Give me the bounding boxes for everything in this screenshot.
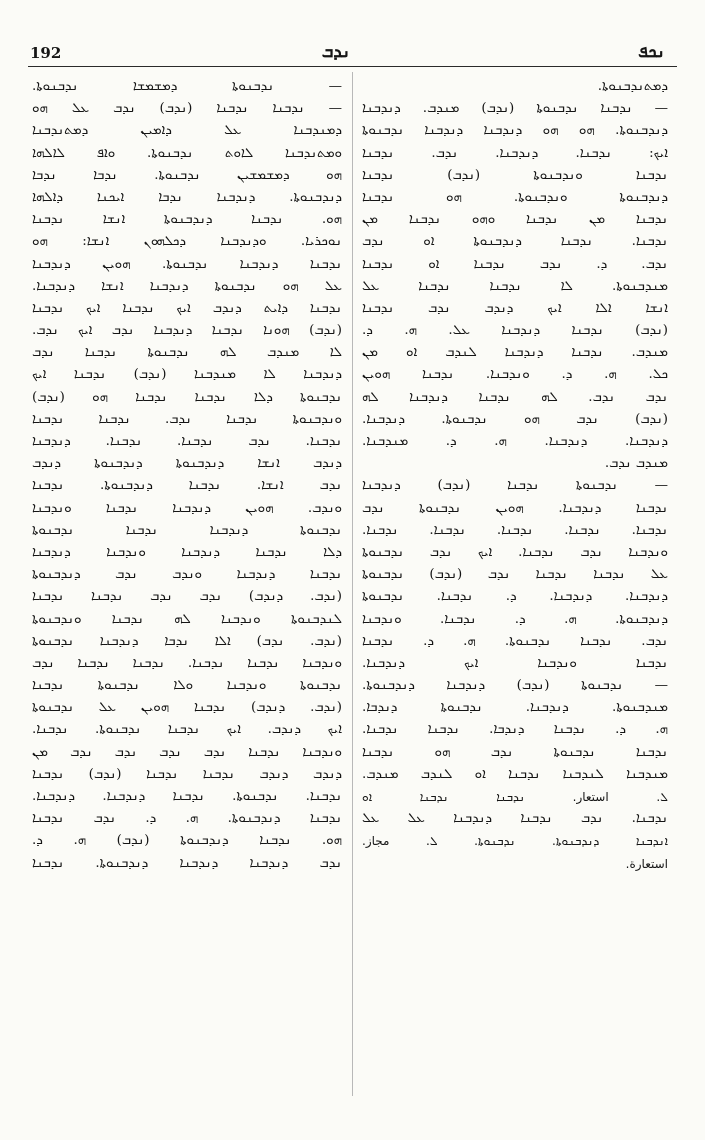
- text-line: ܘܢܕܒ. ܗܘܝܢ ܕܢܕܒܢܐ ܢܕܒܢܐ ܘܢܕܒܢܐ: [32, 500, 342, 516]
- text-line: ܢܕܒܢܐ. ܢܕܒܢܘܬܐ. ܢܕܒܢܐ ܕܢܕܒܢܐ. ܕܢܕܒܢܐ.: [32, 789, 342, 804]
- text-line: ܢܕܒ. ܕ. ܢܕܒ ܢܕܒܢܐ ܐܘ ܢܕܒܢܐ: [362, 256, 668, 272]
- text-line: (ܢܕܒ. ܢܕܒ) ܐܠܐ ܢܕܒܐ ܕܢܕܒܢܐ ܢܕܒܢܘܬܐ: [32, 633, 342, 649]
- text-line: ܥܠ ܗܘ ܢܕܒܢܘܬܐ ܕܢܕܒܢܐ ܐܢܫܐ ܕܢܕܒܢܐ.: [32, 278, 342, 294]
- text-line: ܢܕܒ ܢܕܒ. ܠܗ ܢܕܒܢܐ ܕܢܕܒܢܐ ܠܗ: [362, 389, 668, 405]
- text-line: ܟܠ. ܗ. ܕ. ܘܢܕܒܢܐ. ܢܕܒܢܐ ܗܘܝܢ: [362, 367, 668, 383]
- text-line: ܢܕܒ ܕܢܕܒܢܐ ܕܢܕܒܢܐ ܕܢܕܒܢܘܬܐ. ܢܕܒܢܐ: [32, 855, 342, 871]
- text-line: ܡܢܕܒܢܘܬܐ. ܠܐ ܢܕܒܢܐ ܢܕܒܢܐ ܥܠ: [362, 278, 668, 294]
- text-line: — ܢܕܒܢܘܬܐ ܕܡܫܡܫܐ ܢܕܒܢܘܬܐ.: [32, 79, 342, 94]
- text-line: ܘܢܕܒܢܐ ܢܕܒ ܢܕܒܢܐ. ܐܝܟ ܢܕܒ ܢܕܒܢܘܬܐ: [362, 544, 668, 560]
- text-line: ܕܢܕܒܢܘܬܐ. ܗ. ܕ. ܢܕܒܢܐ. ܘܢܕܒܢܐ: [362, 611, 668, 627]
- text-line: ܕܢܕܒܢܘܬܐ ܘܢܕܒܢܘܬܐ. ܗܘ ܢܕܒܢܐ: [362, 189, 668, 205]
- text-line: ܗܘ ܕܡܫܡܫܝܢ ܢܕܒܢܘܬܐ. ܢܕܒܐ ܢܕܒܐ: [32, 167, 342, 183]
- text-line: ܐܢܫܐ ܐܠܐ ܐܝܟ ܕܢܕܒ ܢܕܒ ܢܕܒܢܐ: [362, 300, 668, 316]
- text-line: ܢܕܒܢܘܬܐ ܕܠܐ ܢܕܒܢܐ ܢܕܒܢܐ ܗܘ (ܢܕܒ): [32, 389, 342, 405]
- text-line: ܘܢܕܒܢܐ ܢܕܒܢܐ ܢܕܒ ܢܕܒ ܢܕܒ ܢܕܒ ܡܢ: [32, 744, 342, 760]
- text-line: ܢܕܒ ܐܢܫܐ. ܢܕܒܢܐ ܕܢܕܒܢܘܬܐ. ܢܕܒܢܐ: [32, 478, 342, 494]
- text-line: ܗܘ. ܢܕܒܢܐ ܕܢܕܒܢܘܬܐ (ܢܕܒ) ܗ. ܕ.: [32, 833, 342, 849]
- text-line: ܕܡܬܢܕܒܢܘܬܐ.: [597, 79, 668, 94]
- text-line: استعارة.: [625, 856, 668, 871]
- text-line: ܕܢܕܒܢܐ. ܕܢܕܒܢܐ. ܕ. ܢܕܒܢܐ. ܢܕܒܢܘܬܐ: [362, 589, 668, 605]
- text-line: ܕܢܕܒܢܐ ܠܐ ܡܢܕܒܢܐ (ܢܕܒ) ܢܕܒܢܐ ܐܝܟ: [32, 367, 342, 383]
- text-line: ܢܕܒܢܐ. ܢܕܒ ܢܕܒܢܐ ܕܢܕܒܢܐ ܥܠ ܥܠ: [362, 811, 668, 827]
- text-line: ܢܕܒܢܘܬܐ ܘܢܕܒܢܐ ܘܠܐ ܢܕܒܢܘܬܐ ܢܕܒܢܐ: [32, 678, 342, 694]
- text-line: ܕܠܐ ܢܕܒܢܐ ܕܢܕܒܢܐ ܘܢܕܒܢܐ ܕܢܕܒܢܐ: [32, 544, 342, 560]
- text-line: ܗ. ܕ. ܢܕܒܢܐ ܕܢܕܒܐ. ܢܕܒܢܐ ܢܕܒܢܐ.: [362, 722, 668, 738]
- text-line: ܢܕܒܢܐ ܢܕܒܢܘܬܐ ܢܕܒ ܗܘ ܢܕܒܢܐ: [362, 744, 668, 760]
- text-line: ܠ. استعار. ܢܕܒܢܐ ܢܕܒܢܐ ܐܘ: [362, 790, 668, 804]
- text-line: ܡܢܕܒܢܐ ܠܢܕܒܢܐ ܢܕܒܢܐ ܐܘ ܠܢܕܒ ܡܢܕܒ.: [362, 766, 668, 782]
- text-line: ܘܢܕܒܢܘܬܐ ܢܕܒܢܐ ܢܕܒ. ܢܕܒܢܐ ܢܕܒܢܐ: [32, 411, 342, 427]
- text-line: ܢܘܟܪܝܐ. ܘܕܢܕܒܢܐ ܕܟܠܗܘܢ ܐܢܫܐ: ܗܘ: [32, 234, 342, 250]
- text-line: ܘܢܕܒܢܐ ܢܕܒܢܐ ܢܕܒܢܐ. ܢܕܒܢܐ ܢܕܒܢܐ ܢܕܒ: [32, 655, 342, 671]
- text-line: — ܢܕܒܢܐ ܢܕܒܢܘܬܐ (ܢܕܒ) ܡܢܕܒ. ܕܢܕܒܢܐ: [362, 101, 668, 117]
- text-line: ܢܕܒܢܐ ܕܢܕܒܢܐ ܢܕܒܢܘܬܐ. ܗܘܝܢ ܕܢܕܒܢܐ: [32, 256, 342, 272]
- text-line: ܐܝܟ: ܢܕܒܢܐ. ܕܢܕܒܢܐ. ܢܕܒ. ܢܕܒܢܐ: [362, 145, 668, 161]
- text-line: ܢܕܒܢܘܬܐ ܕܢܕܒܢܐ ܢܕܒܢܐ ܢܕܒܢܘܬܐ: [32, 522, 342, 538]
- text-line: ܡܢܕܒ. ܢܕܒܢܐ ܕܢܕܒܢܐ ܠܢܕܒ ܐܘ ܡܢ: [362, 345, 668, 361]
- text-line: ܕܢܕܒܢܘܬܐ. ܕܢܕܒܢܐ ܢܕܒܐ ܐܝܟܢܐ ܕܐܠܗܐ: [32, 189, 342, 205]
- text-line: (ܢܕܒ. ܕܢܕܒ) ܢܕܒܢܐ ܗܘܝܢ ܥܠ ܢܕܒܢܘܬܐ: [32, 700, 342, 716]
- text-line: ܢܕܒܢܐ ܕܢܕܒܢܐ. ܗܘܝܢ ܢܕܒܢܘܬܐ ܢܕܒ: [362, 500, 668, 516]
- text-line: ܐܝܟ ܕܢܕܒ. ܐܝܟ ܢܕܒܢܐ ܢܕܒܢܘܬܐ. ܢܕܒܢܐ.: [32, 722, 342, 738]
- header-rule: [28, 66, 677, 67]
- text-line: ܢܕܒܢܐ. ܢܕܒ ܢܕܒܢܐ. ܢܕܒܢܐ. ܕܢܕܒܢܐ: [32, 434, 342, 449]
- text-line: ܢܕܒܢܐ ܕܢܕܒܢܘܬܐ. ܗ. ܕ. ܢܕܒ ܢܕܒܢܐ: [32, 811, 342, 827]
- text-line: (ܢܕܒ) ܢܕܒܢܐ ܕܢܕܒܢܐ ܥܠ. ܗ. ܕ.: [362, 323, 668, 339]
- text-line: — ܢܕܒܢܐ ܢܕܒܢܐ (ܢܕܒ) ܢܕܒ ܥܠ ܗܘ: [32, 101, 342, 117]
- text-line: ܕܢܕܒܢܘܬܐ. ܗܘ ܗܘ ܕܢܕܒܢܐ ܕܢܕܒܢܐ ܢܕܒܢܘܬܐ: [362, 123, 668, 139]
- text-line: ܠܢܕܒܢܘܬܐ ܘܢܕܒܢܐ ܠܗ ܢܕܒܢܐ ܘܢܕܒܢܘܬܐ: [32, 611, 342, 627]
- text-line: — ܢܕܒܢܘܬܐ (ܢܕܒ) ܕܢܕܒܢܐ ܕܢܕܒܢܘܬܐ.: [362, 678, 668, 694]
- text-line: ܕܢܕܒܢܐ. ܕܢܕܒܢܐ. ܗ. ܕ. ܡܢܕܒܢܐ.: [362, 434, 668, 449]
- text-line: ܡܢܕܒܢܘܬܐ. ܕܢܕܒܢܐ. ܢܕܒܢܘܬܐ ܕܢܕܒܐ.: [362, 700, 668, 716]
- left-column: [32, 76, 342, 875]
- running-head-right: ܢܟܦ: [638, 42, 665, 62]
- text-line: ܕܢܕܒ ܐܢܫܐ ܕܢܕܒܢܘܬܐ ܕܢܕܒܢܘܬܐ ܕܢܕܒ: [32, 456, 342, 472]
- text-line: ܢܕܒܢܐ ܘܢܕܒܢܘܬܐ (ܢܕܒ) ܢܕܒܢܐ: [362, 167, 668, 183]
- text-line: (ܢܕܒ) ܢܕܒ ܗܘ ܢܕܒܢܘܬܐ. ܕܢܕܒܢܐ.: [362, 411, 668, 427]
- text-line: ܘܡܬܢܕܒܢܐ ܠܐܘܬ ܢܕܒܢܘܬܐ. ܘܐܦ ܠܐܠܗܐ: [32, 145, 342, 161]
- text-line: ܢܕܒܢܐ ܕܢܕܒܢܐ ܘܢܕܒ ܢܕܒ ܕܢܕܒܢܘܬܐ: [32, 567, 342, 583]
- text-line: ܠܐ ܡܢܕܒ ܠܗ ܢܕܒܢܘܬܐ ܢܕܒܢܐ ܢܕܒ: [32, 345, 342, 361]
- text-line: ܢܕܒܢܐ. ܢܕܒܢܐ ܕܢܕܒܢܘܬܐ ܐܘ ܢܕܒ: [362, 234, 668, 250]
- right-column: [362, 76, 668, 875]
- page-number: 192: [30, 44, 62, 62]
- running-head-center: ܢܕܒ: [321, 42, 351, 62]
- text-line: ܡܢܕܒ ܢܕܒ.: [604, 456, 668, 472]
- text-line: ܕܢܕܒ ܕܢܕܒ ܢܕܒܢܐ ܢܕܒܢܐ (ܢܕܒ) ܢܕܒܢܐ: [32, 766, 342, 782]
- text-line: ܢܕܒܢܐ ܡܢ ܢܕܒܢܐ ܘܗܘ ܢܕܒܢܐ ܡܢ: [362, 212, 668, 228]
- text-line: ܢܕܒ. ܢܕܒܢܐ ܢܕܒܢܘܬܐ. ܗ. ܕ. ܢܕܒܢܐ: [362, 633, 668, 649]
- text-line: ܐܢܕܒܢܐ ܕܢܕܒܢܘܬܐ. ܢܕܒܢܘܬܐ. ܠ. مجاز.: [362, 834, 668, 849]
- text-line: — ܢܕܒܢܘܬܐ ܢܕܒܢܐ (ܢܕܒ) ܕܢܕܒܢܐ: [362, 478, 668, 494]
- text-line: ܗܘ. ܢܕܒܢܐ ܕܢܕܒܢܘܬܐ ܐܢܫܐ ܢܕܒܢܐ: [32, 212, 342, 228]
- column-divider: [352, 72, 353, 1096]
- text-line: ܢܕܒܢܐ ܕܐܝܬ ܕܢܕܒ ܐܝܟ ܢܕܒܢܐ ܐܝܟ ܢܕܒܢܐ: [32, 300, 342, 316]
- text-line: ܕܡܢܕܒܢܐ ܥܠ ܕܐܡܝܢ ܕܡܬܢܕܒܢܐ: [32, 123, 342, 139]
- text-line: ܢܕܒܢܐ ܘܢܕܒܢܐ ܐܝܟ ܕܢܕܒܢܐ.: [362, 655, 668, 671]
- text-line: (ܢܕܒ. ܕܢܕܒ) ܢܕܒ ܢܕܒ ܢܕܒܢܐ ܢܕܒܢܐ: [32, 589, 342, 605]
- text-line: ܢܕܒܢܐ. ܢܕܒܢܐ. ܢܕܒܢܐ. ܢܕܒܢܐ. ܢܕܒܢܐ.: [362, 522, 668, 538]
- text-line: (ܢܕܒ) ܗܘܢܐ ܢܕܒܢܐ ܕܢܕܒܢܐ ܢܕܒ ܐܝܟ ܢܕܒ.: [32, 323, 342, 339]
- text-line: ܥܠ ܢܕܒܢܐ ܢܕܒܢܐ ܢܕܒ (ܢܕܒ) ܢܕܒܢܘܬܐ: [362, 567, 668, 583]
